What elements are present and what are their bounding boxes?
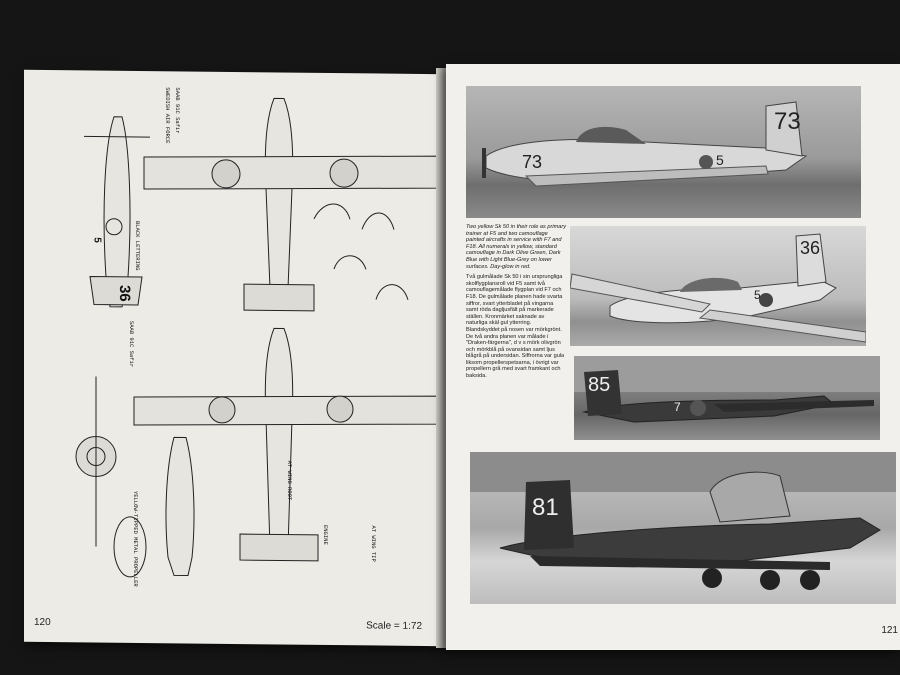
label-propeller-note: YELLOW-TIPPED METAL PROPELLER [132, 490, 139, 587]
label-wing-root: AT WING ROOT [286, 460, 293, 501]
photo2-unit-number: 5 [754, 288, 761, 302]
label-wing-tip: AT WING TIP [370, 525, 377, 562]
photo-aircraft-36 [570, 226, 866, 346]
label-aircraft-type-a: SAAB 91C Safir [174, 87, 181, 134]
photo1-nose-code: 73 [522, 152, 543, 172]
photo-aircraft-73 [466, 86, 861, 218]
scale-drawing [44, 76, 440, 620]
label-insignia: SWEDISH AIR FORCE [164, 87, 171, 144]
label-aircraft-type-b: SAAB 91C Safir [128, 320, 135, 368]
photo1-unit-number: 5 [716, 152, 724, 168]
caption-swedish: Två gulmålade Sk 50 i sin ursprungliga skolflygplansroll vid F5 samt två camouflagemålade flygplan vid F7 och F18. De gulmålade planen hade svarta siffror, svart ytterbladet på vingarna samt röda dagljusfält på markerade ställen. Kronmärket saknade av naturliga skäl gul ytterring. Blandskyddet på nosen var mörkgrönt. De två andra planen var målade i "Draken-färgerna", d v s mörk olivgrön och mörkblå på ovansidan samt ljus blågrå på undersidan. Siffrorna var gula liksom propellerspetsarna, i övrigt var propellern grå med svart framkant och baksida. [466, 274, 565, 380]
photo1-tail-code: 73 [774, 108, 801, 135]
photo3-tail-code: 85 [588, 374, 611, 396]
photo4-tail-code: 81 [532, 494, 559, 521]
page-number-right: 121 [881, 625, 898, 636]
photo-caption [466, 224, 566, 384]
label-engine: ENGINE [322, 524, 329, 545]
page-number-left: 120 [34, 616, 51, 629]
scale-label: Scale = 1:72 [366, 620, 422, 632]
marking-5: 5 [91, 237, 103, 243]
photo-aircraft-81 [470, 452, 896, 604]
photo3-unit-number: 7 [674, 400, 681, 414]
left-page [24, 70, 444, 646]
caption-english: Two yellow Sk 50 in their role as primary trainer at F5 and two camouflage painted aircrafts in service with F7 and F18. All numerals in yellow, standard camouflage in Dark Olive Green, Dark Blue with Light Blue-Grey on lower surfaces. Day-glow in red. [466, 224, 566, 270]
label-black-lettering: BLACK LETTERING [134, 220, 141, 271]
photo-aircraft-85 [574, 356, 880, 440]
marking-36: 36 [115, 284, 133, 302]
photo2-tail-code: 36 [800, 238, 821, 258]
right-page [446, 64, 900, 650]
